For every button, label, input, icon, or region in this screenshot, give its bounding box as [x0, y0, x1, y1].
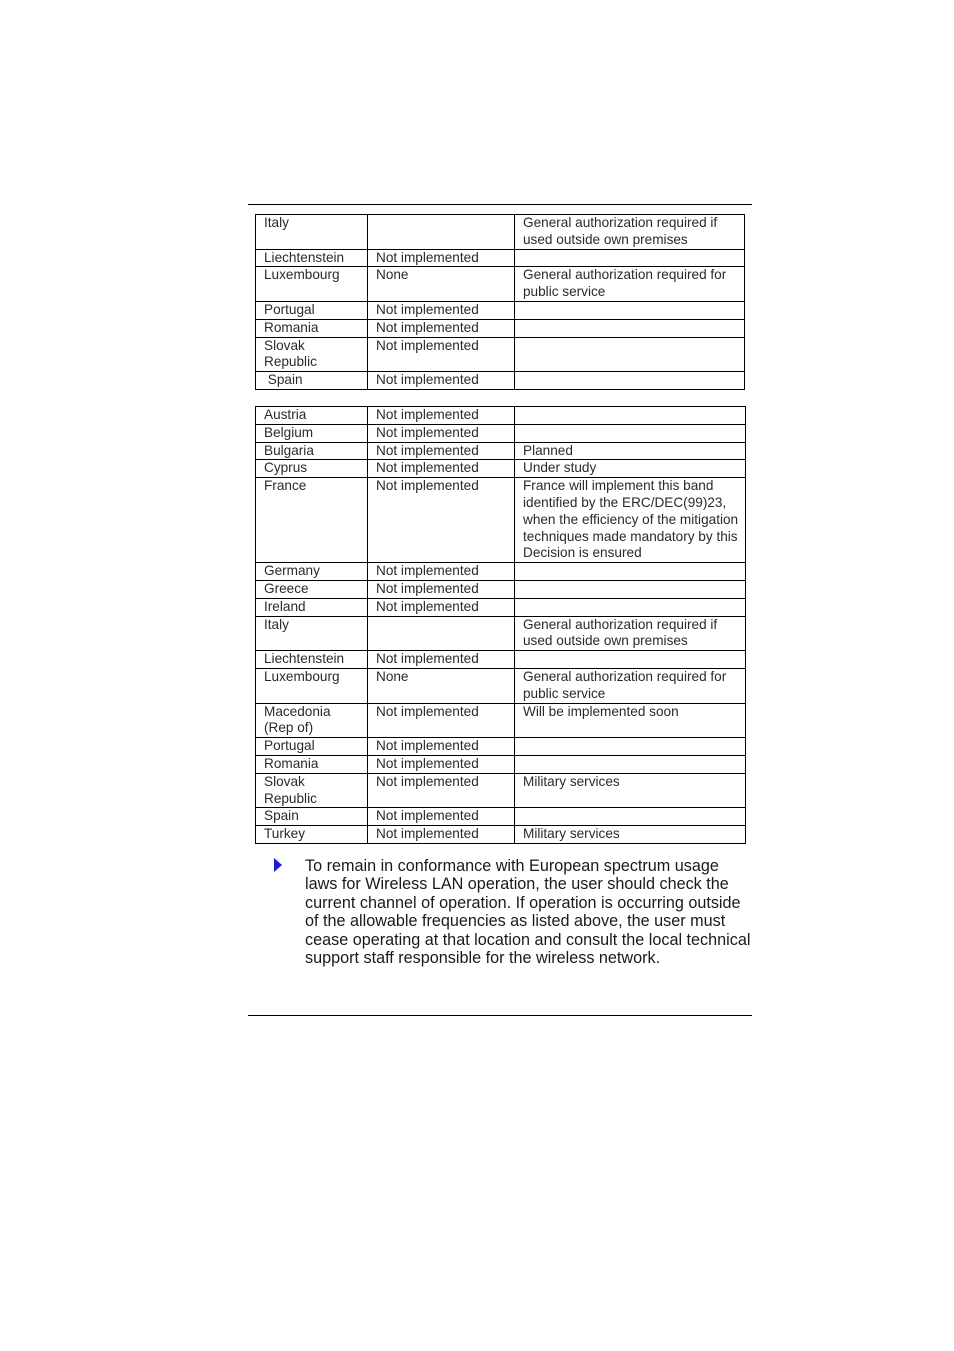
status-cell: Not implemented: [368, 738, 515, 756]
country-cell: Romania: [256, 755, 368, 773]
remarks-cell: Under study: [515, 460, 746, 478]
table-row: [256, 668, 746, 703]
remarks-cell: [515, 337, 745, 372]
table-row: [256, 215, 745, 250]
remarks-cell: [515, 407, 746, 425]
footer-rule: [248, 1015, 752, 1016]
country-cell: Italy: [256, 616, 368, 651]
status-cell: Not implemented: [368, 563, 515, 581]
status-cell: Not implemented: [368, 580, 515, 598]
remarks-cell: [515, 580, 746, 598]
table-row: [256, 407, 746, 425]
country-cell: Greece: [256, 580, 368, 598]
country-cell: Spain: [256, 808, 368, 826]
country-cell: Luxembourg: [256, 267, 368, 302]
table-row: [256, 249, 745, 267]
status-cell: [368, 616, 515, 651]
table-row: [256, 826, 746, 844]
table-row: [256, 424, 746, 442]
country-cell: Italy: [256, 215, 368, 250]
remarks-cell: Military services: [515, 773, 746, 808]
status-cell: Not implemented: [368, 773, 515, 808]
country-cell: Bulgaria: [256, 442, 368, 460]
triangle-right-icon: [274, 858, 282, 872]
status-cell: Not implemented: [368, 301, 515, 319]
status-cell: Not implemented: [368, 337, 515, 372]
table-row: [256, 808, 746, 826]
remarks-cell: Military services: [515, 826, 746, 844]
remarks-cell: General authorization required if used outside own premises: [515, 215, 745, 250]
status-cell: None: [368, 668, 515, 703]
table-row: [256, 460, 746, 478]
table-row: [256, 442, 746, 460]
country-cell: Slovak Republic: [256, 773, 368, 808]
remarks-cell: [515, 372, 745, 390]
remarks-cell: [515, 424, 746, 442]
status-cell: Not implemented: [368, 249, 515, 267]
status-cell: Not implemented: [368, 319, 515, 337]
status-cell: Not implemented: [368, 755, 515, 773]
status-cell: Not implemented: [368, 651, 515, 669]
remarks-cell: [515, 319, 745, 337]
table-row: [256, 598, 746, 616]
status-cell: Not implemented: [368, 598, 515, 616]
table-row: [256, 616, 746, 651]
status-cell: Not implemented: [368, 372, 515, 390]
country-cell: Germany: [256, 563, 368, 581]
country-cell: Liechtenstein: [256, 651, 368, 669]
regulation-table-2: [255, 406, 746, 844]
country-cell: Belgium: [256, 424, 368, 442]
remarks-cell: [515, 755, 746, 773]
country-cell: Portugal: [256, 301, 368, 319]
table-row: [256, 773, 746, 808]
country-cell: Ireland: [256, 598, 368, 616]
table-row: [256, 563, 746, 581]
table-row: [256, 580, 746, 598]
country-cell: Romania: [256, 319, 368, 337]
country-cell: Cyprus: [256, 460, 368, 478]
table-row: [256, 372, 745, 390]
table-body: [256, 215, 745, 390]
country-cell: Spain: [256, 372, 368, 390]
remarks-cell: [515, 563, 746, 581]
header-rule: [248, 204, 752, 205]
note-text: To remain in conformance with European spectrum usage laws for Wireless LAN operation, the user should check the current channel of operation. If operation is occurring outside of the allowable frequencies as listed above, the user must cease operating at that location and consult the local technical support staff responsible for the wireless network.: [305, 857, 751, 968]
remarks-cell: [515, 249, 745, 267]
country-cell: Liechtenstein: [256, 249, 368, 267]
table-row: [256, 337, 745, 372]
country-cell: Slovak Republic: [256, 337, 368, 372]
status-cell: Not implemented: [368, 826, 515, 844]
status-cell: [368, 215, 515, 250]
country-cell: Austria: [256, 407, 368, 425]
status-cell: Not implemented: [368, 808, 515, 826]
conformance-note: [272, 857, 752, 967]
status-cell: Not implemented: [368, 460, 515, 478]
remarks-cell: [515, 598, 746, 616]
regulation-table-1: [255, 214, 745, 390]
table-row: [256, 651, 746, 669]
remarks-cell: [515, 738, 746, 756]
remarks-cell: General authorization required for public service: [515, 668, 746, 703]
table-row: [256, 755, 746, 773]
remarks-cell: [515, 651, 746, 669]
table-row: [256, 319, 745, 337]
country-cell: Portugal: [256, 738, 368, 756]
table-row: [256, 267, 745, 302]
remarks-cell: [515, 808, 746, 826]
country-cell: Macedonia (Rep of): [256, 703, 368, 738]
remarks-cell: General authorization required for public service: [515, 267, 745, 302]
status-cell: Not implemented: [368, 424, 515, 442]
remarks-cell: Planned: [515, 442, 746, 460]
remarks-cell: France will implement this band identified by the ERC/DEC(99)23, when the efficiency of the mitigation techniques made mandatory by this Decision is ensured: [515, 478, 746, 563]
table-body: [256, 407, 746, 844]
country-cell: Turkey: [256, 826, 368, 844]
country-cell: France: [256, 478, 368, 563]
table-row: [256, 478, 746, 563]
remarks-cell: General authorization required if used outside own premises: [515, 616, 746, 651]
status-cell: None: [368, 267, 515, 302]
remarks-cell: Will be implemented soon: [515, 703, 746, 738]
table-row: [256, 738, 746, 756]
status-cell: Not implemented: [368, 442, 515, 460]
table-row: [256, 703, 746, 738]
status-cell: Not implemented: [368, 703, 515, 738]
table-row: [256, 301, 745, 319]
country-cell: Luxembourg: [256, 668, 368, 703]
remarks-cell: [515, 301, 745, 319]
status-cell: Not implemented: [368, 407, 515, 425]
status-cell: Not implemented: [368, 478, 515, 563]
